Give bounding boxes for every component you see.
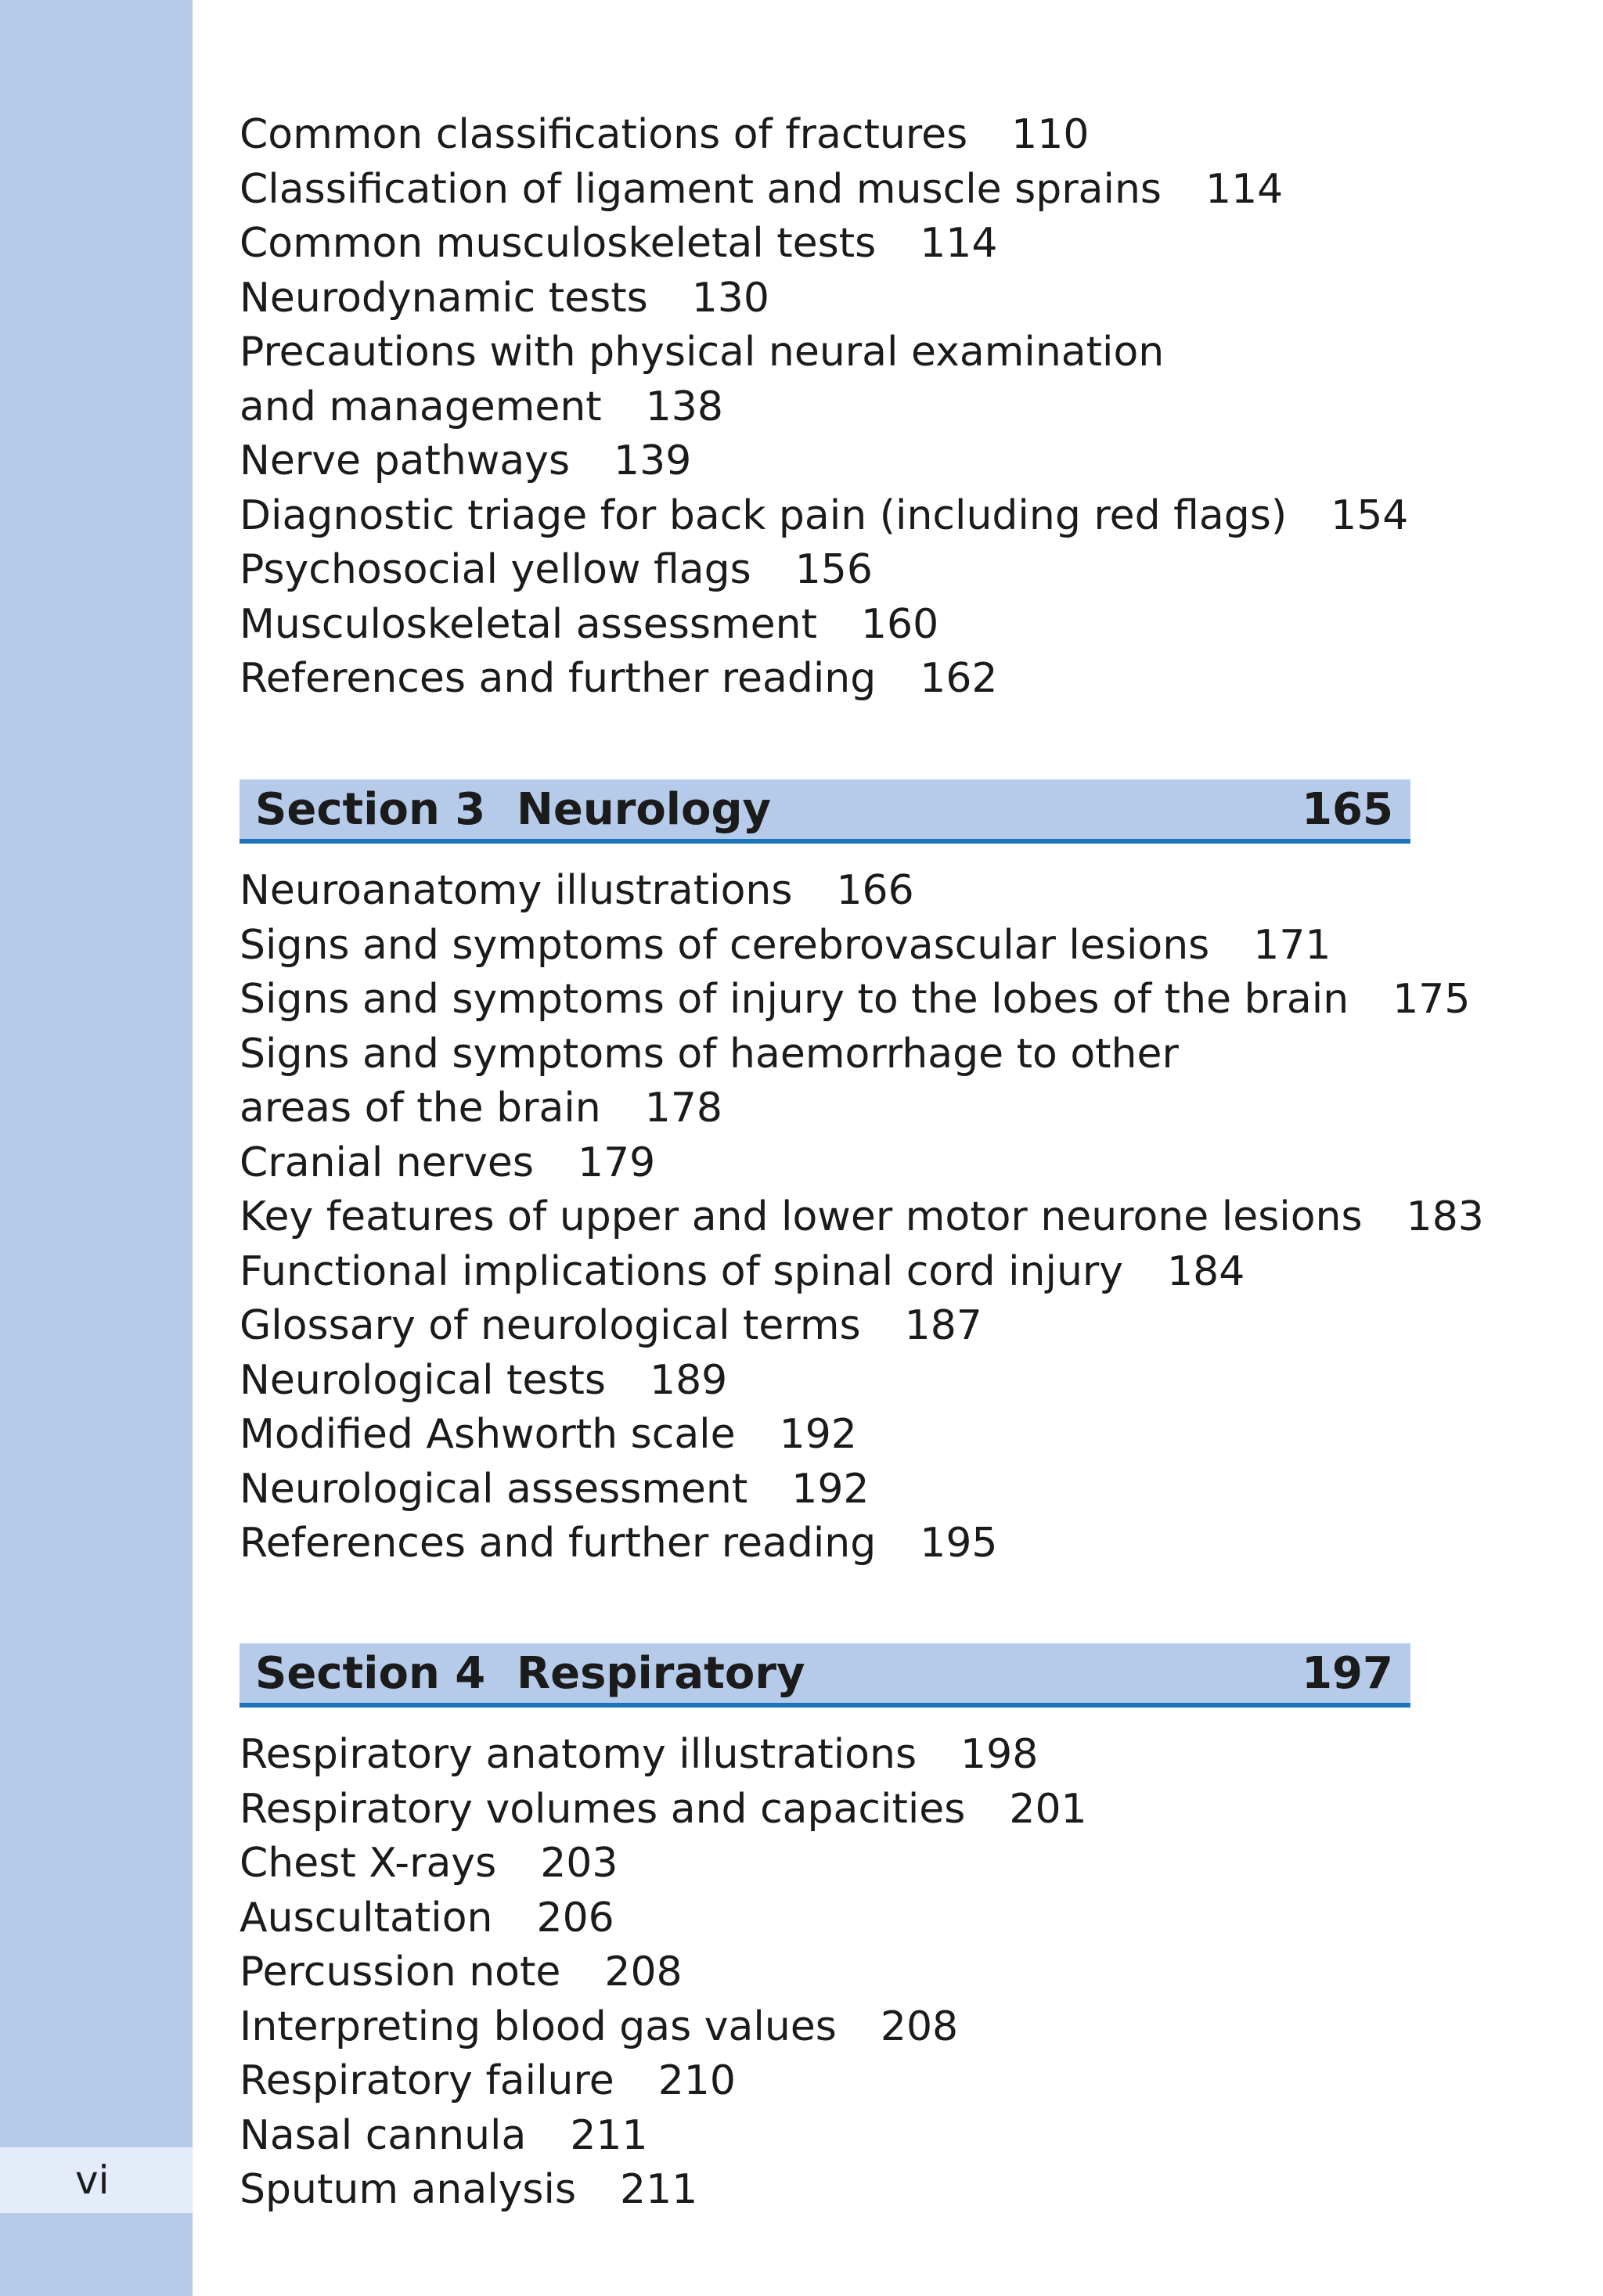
toc-entry bbox=[240, 1463, 1484, 1517]
toc-entry-title: Nerve pathways bbox=[240, 437, 571, 484]
toc-entry-page: 192 bbox=[791, 1465, 870, 1513]
toc-entry-title: Functional implications of spinal cord injury bbox=[240, 1247, 1124, 1295]
toc-entry-page: 175 bbox=[1392, 976, 1471, 1023]
toc-entry bbox=[240, 217, 1408, 272]
toc-entry bbox=[240, 1945, 1087, 2000]
toc-entry-page: 203 bbox=[540, 1840, 618, 1887]
toc-entry bbox=[240, 489, 1408, 544]
toc-entry-title: Diagnostic triage for back pain (including red flags) bbox=[240, 491, 1288, 539]
toc-entry-title: Common classifications of fractures bbox=[240, 111, 968, 158]
toc-entry-page: 211 bbox=[620, 2166, 698, 2213]
toc-entry-page: 130 bbox=[691, 274, 769, 322]
toc-entry-page: 198 bbox=[960, 1731, 1039, 1778]
toc-entry bbox=[240, 1408, 1484, 1463]
toc-entry bbox=[240, 2000, 1087, 2055]
toc-entry-page: 189 bbox=[650, 1356, 728, 1404]
toc-entry-title: Psychosocial yellow flags bbox=[240, 546, 751, 593]
page-number: vi bbox=[75, 2157, 110, 2203]
section-number: Section 4 bbox=[255, 1648, 486, 1699]
toc-entry-title: Signs and symptoms of haemorrhage to other bbox=[240, 1030, 1179, 1078]
toc-entry-title: Respiratory volumes and capacities bbox=[240, 1785, 966, 1833]
toc-entry bbox=[240, 163, 1408, 218]
toc-entry-page: 154 bbox=[1331, 491, 1409, 539]
toc-entry-title: Neurological tests bbox=[240, 1356, 606, 1404]
toc-entry bbox=[240, 2163, 1087, 2218]
toc-entry-title: Signs and symptoms of injury to the lobes of the brain bbox=[240, 976, 1349, 1023]
toc-entry bbox=[240, 2109, 1087, 2164]
toc-entry-list-musculoskeletal bbox=[240, 108, 1408, 707]
toc-entry bbox=[240, 652, 1408, 707]
page-margin-band bbox=[0, 0, 193, 2296]
toc-entry-title: Precautions with physical neural examination bbox=[240, 329, 1165, 376]
toc-entry-title: Auscultation bbox=[240, 1894, 493, 1942]
toc-entry-page: 187 bbox=[904, 1302, 982, 1349]
toc-entry-title: Chest X-rays bbox=[240, 1840, 497, 1887]
toc-entry-title: Musculoskeletal assessment bbox=[240, 600, 817, 648]
toc-entry bbox=[240, 864, 1484, 919]
toc-entry bbox=[240, 1190, 1484, 1245]
toc-entry-title: Respiratory failure bbox=[240, 2057, 614, 2104]
toc-entry bbox=[240, 919, 1484, 973]
toc-entry-page: 192 bbox=[779, 1411, 857, 1458]
toc-entry-page: 166 bbox=[836, 867, 914, 914]
section-header-respiratory bbox=[240, 1643, 1410, 1708]
toc-entry-title: areas of the brain bbox=[240, 1085, 601, 1132]
toc-entry-title: Common musculoskeletal tests bbox=[240, 220, 877, 267]
toc-entry-page: 178 bbox=[644, 1085, 723, 1132]
toc-entry-title: References and further reading bbox=[240, 655, 877, 702]
toc-entry bbox=[240, 434, 1408, 489]
toc-entry-title: Interpreting blood gas values bbox=[240, 2003, 837, 2050]
toc-entry-page: 206 bbox=[536, 1894, 614, 1942]
toc-entry-title: Nasal cannula bbox=[240, 2111, 527, 2159]
toc-entry-title: Key features of upper and lower motor neurone lesions bbox=[240, 1193, 1363, 1240]
toc-entry-title: Glossary of neurological terms bbox=[240, 1302, 861, 1349]
toc-entry-page: 184 bbox=[1167, 1247, 1245, 1295]
toc-entry-list-respiratory bbox=[240, 1728, 1087, 2218]
toc-entry-page: 110 bbox=[1011, 111, 1090, 158]
toc-entry-page: 114 bbox=[1205, 165, 1284, 213]
toc-entry-title: Respiratory anatomy illustrations bbox=[240, 1731, 917, 1778]
toc-entry-page: 179 bbox=[577, 1139, 656, 1186]
toc-entry bbox=[240, 1891, 1087, 1946]
toc-entry bbox=[240, 1245, 1484, 1300]
toc-entry-list-neurology bbox=[240, 864, 1484, 1571]
section-page: 165 bbox=[1302, 784, 1393, 835]
toc-entry bbox=[240, 1837, 1087, 1891]
table-of-contents bbox=[240, 0, 1586, 2296]
toc-entry bbox=[240, 1136, 1484, 1191]
toc-entry-page: 156 bbox=[794, 546, 873, 593]
section-header-neurology bbox=[240, 779, 1410, 844]
toc-entry bbox=[240, 1027, 1484, 1082]
toc-entry-title: Classification of ligament and muscle sprains bbox=[240, 165, 1162, 213]
toc-entry-page: 201 bbox=[1009, 1785, 1087, 1833]
toc-entry-title: Modified Ashworth scale bbox=[240, 1411, 736, 1458]
toc-entry bbox=[240, 1299, 1484, 1354]
toc-entry-page: 211 bbox=[570, 2111, 648, 2159]
toc-entry-title: References and further reading bbox=[240, 1520, 877, 1567]
toc-entry bbox=[240, 1783, 1087, 1837]
toc-entry-title: Neuroanatomy illustrations bbox=[240, 867, 793, 914]
toc-entry-page: 208 bbox=[604, 1949, 683, 1996]
toc-entry-title: Neurological assessment bbox=[240, 1465, 748, 1513]
toc-entry bbox=[240, 108, 1408, 163]
section-title: Neurology bbox=[517, 784, 772, 835]
toc-entry bbox=[240, 1517, 1484, 1571]
section-page: 197 bbox=[1302, 1648, 1393, 1699]
toc-entry bbox=[240, 1354, 1484, 1409]
toc-entry bbox=[240, 543, 1408, 598]
toc-entry bbox=[240, 272, 1408, 326]
toc-entry bbox=[240, 380, 1408, 435]
toc-entry-title: Cranial nerves bbox=[240, 1139, 534, 1186]
toc-entry bbox=[240, 973, 1484, 1027]
toc-entry bbox=[240, 1081, 1484, 1136]
toc-entry-page: 208 bbox=[880, 2003, 959, 2050]
toc-entry-page: 138 bbox=[645, 383, 723, 430]
toc-entry bbox=[240, 326, 1408, 380]
toc-entry-page: 183 bbox=[1406, 1193, 1484, 1240]
toc-entry bbox=[240, 598, 1408, 653]
section-title: Respiratory bbox=[517, 1648, 805, 1699]
toc-entry-page: 171 bbox=[1253, 921, 1331, 969]
toc-entry-page: 195 bbox=[920, 1520, 998, 1567]
toc-entry-page: 162 bbox=[920, 655, 998, 702]
toc-entry-title: Sputum analysis bbox=[240, 2166, 577, 2213]
toc-entry-title: Percussion note bbox=[240, 1949, 561, 1996]
toc-entry-page: 160 bbox=[860, 600, 939, 648]
section-number: Section 3 bbox=[255, 784, 486, 835]
toc-entry-page: 210 bbox=[657, 2057, 736, 2104]
toc-entry-title: Signs and symptoms of cerebrovascular lesions bbox=[240, 921, 1210, 969]
toc-entry-title: Neurodynamic tests bbox=[240, 274, 648, 322]
toc-entry-title: and management bbox=[240, 383, 602, 430]
toc-entry bbox=[240, 2054, 1087, 2109]
toc-entry-page: 139 bbox=[614, 437, 692, 484]
toc-entry-page: 114 bbox=[920, 220, 998, 267]
toc-entry bbox=[240, 1728, 1087, 1783]
